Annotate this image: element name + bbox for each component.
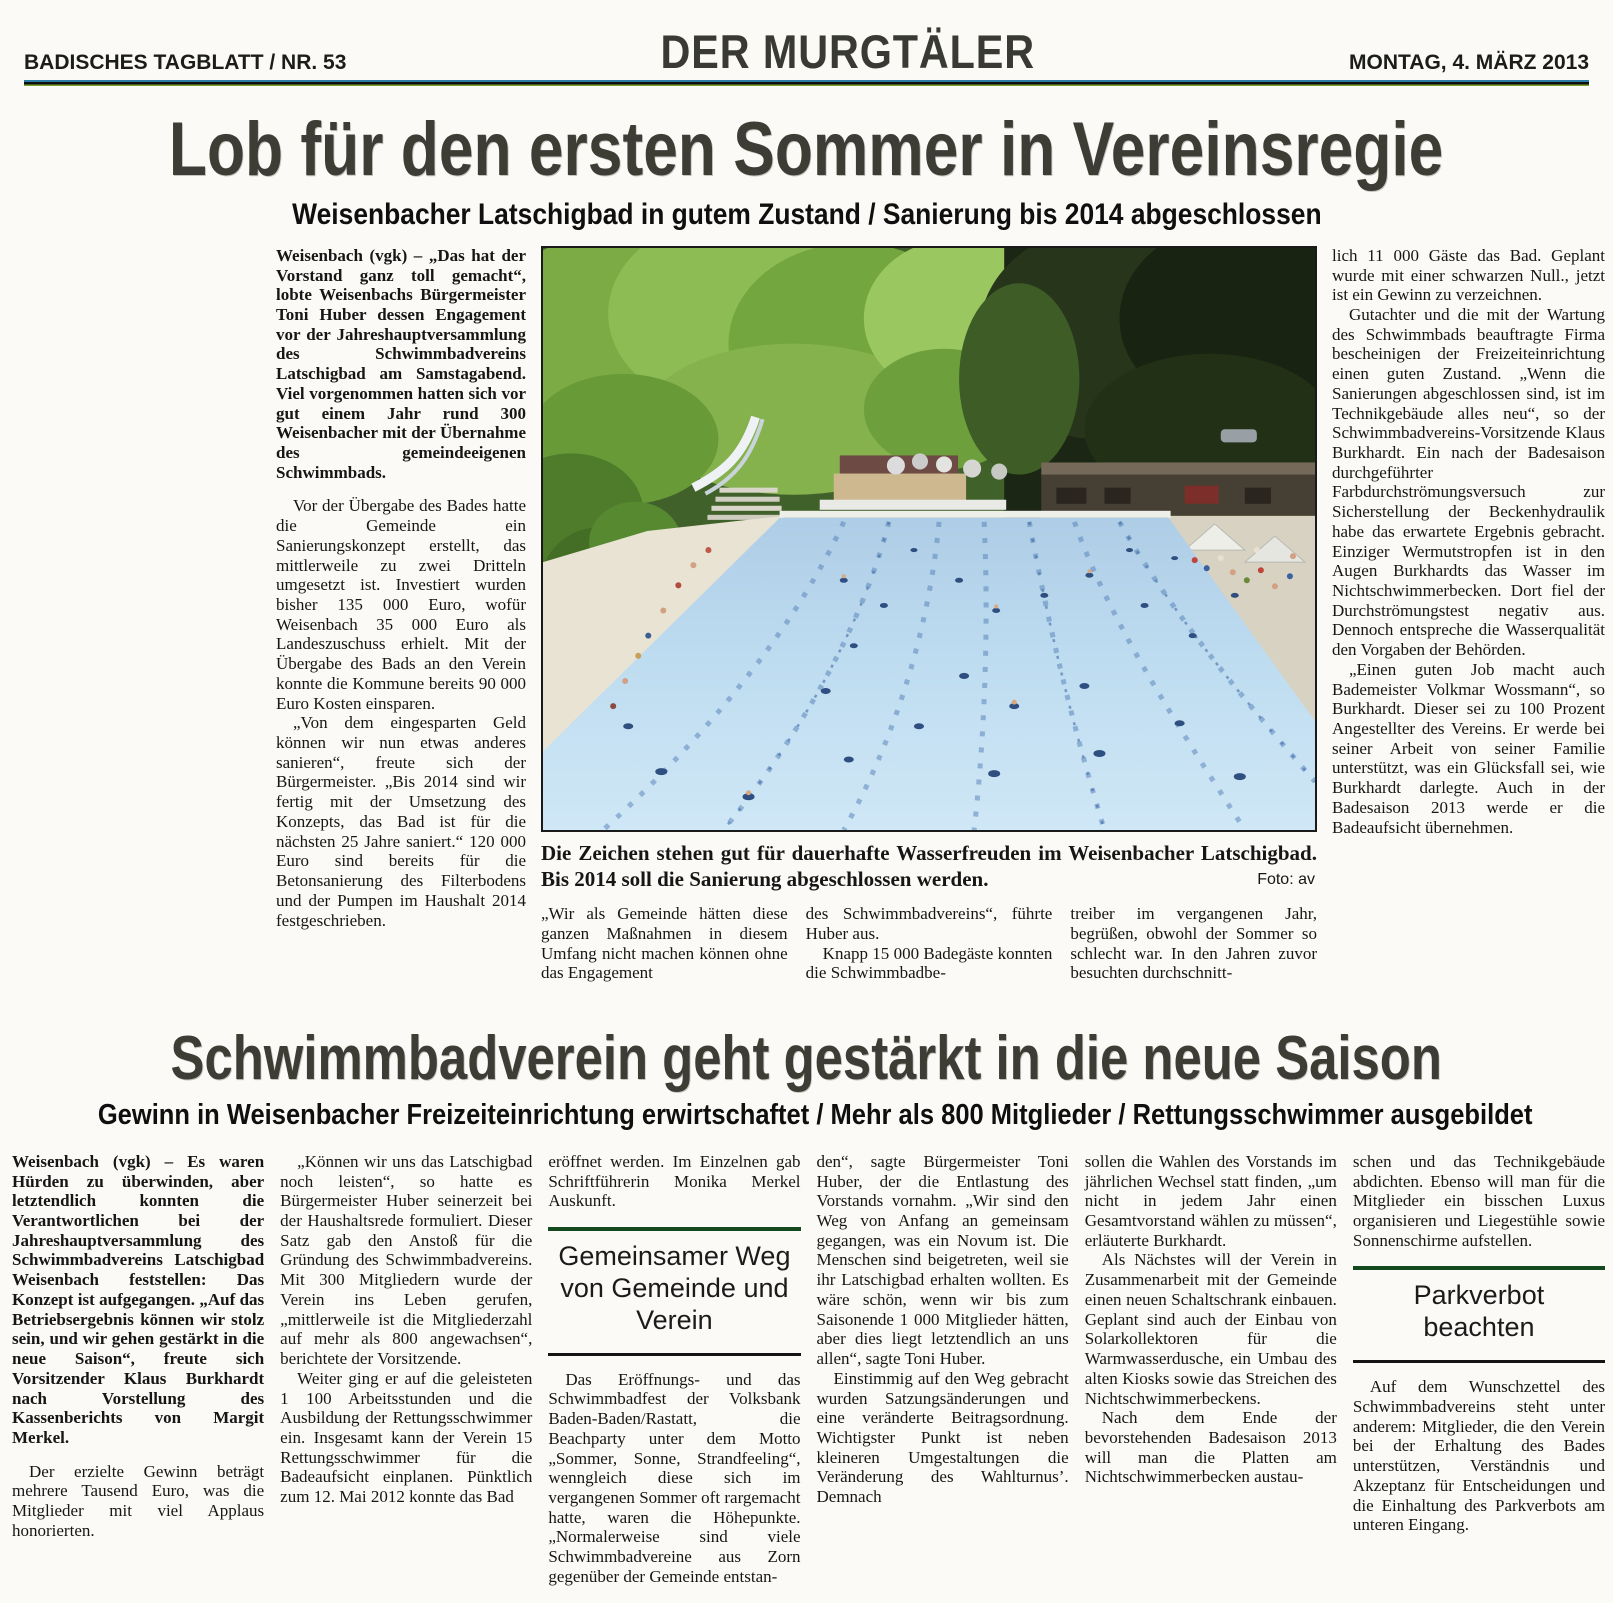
paragraph: Weisenbach (vgk) – „Das hat der Vorstand ganz toll gemacht“, lobte Weisenbachs Bürgermeister Toni Huber dessen Engagement vor der Jahreshauptversammlung des Schwimmbadvereins Latschigbad am Samstagabend. Viel vorgenommen hatten sich vor gut einem Jahr rund 300 Weisenbacher mit der Übernahme des gemeindeeigenen Schwimmbads. <box>276 245 526 482</box>
article-second-subheadline <box>0 1099 1613 1132</box>
paragraph: Weiter ging er auf die geleisteten 1 100 Arbeitsstunden und die Ausbildung der Rettungsschwimmer ein. Insgesamt kann der Verein 15 Rettungsschwimmer für die Badeaufsicht einplanen. Pünktlich zum 12. Mai 2012 konnte das Bad <box>280 1368 533 1507</box>
paragraph: des Schwimmbadvereins“, führte Huber aus. <box>805 904 1053 944</box>
paragraph: „Von dem eingesparten Geld können wir nun etwas anderes sanieren“, freute sich der Bürgermeister. „Bis 2014 sind wir fertig mit der Umsetzung des Konzepts, das Bad ist für die nächsten 25 Jahre saniert.“ 120 000 Euro sind bereits für die Betonsanierung des Filterbodens und der Pumpen im Haushalt 2014 festgeschrieben. <box>276 713 526 930</box>
article-main-subheadline <box>0 198 1613 232</box>
photo-credit: Foto: av <box>1257 871 1315 889</box>
pool-photo <box>541 246 1317 832</box>
article-main <box>0 107 1613 1004</box>
paragraph: lich 11 000 Gäste das Bad. Geplant wurde mit einer schwarzen Null., jetzt ist ein Gewinn zu verzeichnen. <box>1332 245 1605 305</box>
paragraph: Das Eröffnungs- und das Schwimmbadfest der Volksbank Baden-Baden/Rastatt, die Beachparty unter dem Motto „Sommer, Sonne, Strandfeeling“, wenngleich diese sich im vergangenen Sommer oft rargemacht hatte, waren die Höhepunkte. „Normalerweise sind viele Schwimmbadvereine aus Zorn gegenüber der Gemeinde entstan- <box>548 1369 801 1586</box>
date-info: MONTAG, 4. MÄRZ 2013 <box>1349 51 1589 74</box>
continuation-column-3 <box>1070 904 1317 983</box>
article-main-left-column <box>276 246 526 1004</box>
article-second-column-1 <box>12 1152 264 1598</box>
article-second <box>0 1023 1613 1598</box>
paragraph: „Wir als Gemeinde hätten diese ganzen Maßnahmen in diesem Umfang nicht machen können ohne das Engagement <box>541 904 788 983</box>
parked-car <box>1221 429 1257 442</box>
issue-info: BADISCHES TAGBLATT / NR. 53 <box>24 51 347 74</box>
article-second-columns <box>0 1152 1613 1598</box>
paragraph: „Können wir uns das Latschigbad noch leisten“, so hatte es Bürgermeister Huber seinerzeit bei der Haushaltsrede formuliert. Dieser Satz gab den Anstoß für die Gründung des Schwimmbadvereins. Mit 300 Mitgliedern wurde der Verein ins Leben gerufen, „mittlerweile ist die Mitgliederzahl auf mehr als 800 angewachsen“, berichtete der Vorsitzende. <box>280 1151 533 1369</box>
page-header <box>0 0 1613 80</box>
article-second-headline-text: Schwimmbadverein geht gestärkt in die neue Saison <box>170 1023 1443 1093</box>
paragraph: Weisenbach (vgk) – Es waren Hürden zu überwinden, aber letztendlich konnten die Verantwortlichen bei der Jahreshauptversammlung des Schwimmbadvereins Latschigbad Weisenbach feststellen: Das Konzept ist aufgegangen. „Auf das Betriebsergebnis können wir stolz sein, und wir gehen gestärkt in die neue Saison“, freute sich Vorsitzender Klaus Burkhardt nach Vorstellung des Kassenberichts von Margit Merkel. <box>12 1151 265 1447</box>
paragraph: Nach dem Ende der bevorstehenden Badesaison 2013 will man die Platten am Nichtschwimmerbecken austau- <box>1084 1408 1337 1487</box>
article-second-column-4 <box>817 1152 1069 1598</box>
paragraph: Vor der Übergabe des Bades hatte die Gemeinde ein Sanierungskonzept erstellt, das mittlerweile zu zwei Dritteln umgesetzt ist. Investiert wurden bisher 135 000 Euro, wofür Weisenbach 35 000 Euro als Landeszuschuss erhielt. Mit der Übergabe des Bads an den Verein konnte die Kommune bereits 90 000 Euro Kosten einsparen. <box>276 496 526 713</box>
paragraph: Der erzielte Gewinn beträgt mehrere Tausend Euro, was die Mitglieder mit viel Applaus honorierten. <box>12 1461 265 1540</box>
paragraph: Als Nächstes will der Verein in Zusammenarbeit mit der Gemeinde einen neuen Schaltschrank einbauen. Geplant sind auch der Einbau von Solarkollektoren für die Warmwasserdusche, ein Umbau des alten Kiosks sowie das Streichen des Nichtschwimmerbeckens. <box>1084 1250 1337 1408</box>
paragraph: sollen die Wahlen des Vorstands im jährlichen Wechsel statt finden, „um nicht in jedem Jahr einen Gesamtvorstand wählen zu müssen“, erläuterte Burkhardt. <box>1084 1151 1337 1250</box>
article-second-column-2 <box>280 1152 532 1598</box>
paragraph: eröffnet werden. Im Einzelnen gab Schriftführerin Monika Merkel Auskunft. <box>548 1151 801 1211</box>
paragraph: schen und das Technikgebäude abdichten. Ebenso will man für die Mitglieder ein bisschen Luxus organisieren und Liegestühle sowie Sonnenschirme aufstellen. <box>1352 1151 1606 1250</box>
photo-caption-text: Die Zeichen stehen gut für dauerhafte Wasserfreuden im Weisenbacher Latschigbad. Bis 2014 soll die Sanierung abgeschlossen werden. <box>541 840 1317 892</box>
continuation-columns <box>541 904 1317 983</box>
paragraph: den“, sagte Bürgermeister Toni Huber, der die Entlastung des Vorstands vornahm. „Wir sind den Weg von Anfang an gemeinsam gegangen, was ein Novum ist. Die Menschen sind beigetreten, weil sie ihr Latschigbad erhalten wollten. Es wäre schön, wenn wir bis zum Saisonende 1 000 Mitglieder hätten, aber dies liegt letztendlich an uns allen“, sagte Toni Huber. <box>816 1151 1069 1369</box>
paragraph: Einstimmig auf den Weg gebracht wurden Satzungsänderungen und eine veränderte Beitragsordnung. Wichtigster Punkt ist neben kleineren Umgestaltungen die Veränderung des Wahlturnus’. Demnach <box>816 1368 1069 1507</box>
article-main-headline-text: Lob für den ersten Sommer in Vereinsregie <box>169 107 1444 192</box>
newspaper-masthead <box>635 25 1061 78</box>
article-second-column-5 <box>1085 1152 1337 1598</box>
header-rule <box>24 80 1589 86</box>
article-main-headline <box>0 107 1613 192</box>
photo-block <box>541 246 1317 1004</box>
continuation-column-2 <box>806 904 1053 983</box>
continuation-column-1 <box>541 904 788 983</box>
article-second-subheadline-text: Gewinn in Weisenbacher Freizeiteinrichtung erwirtschaftet / Mehr als 800 Mitglieder / Rettungsschwimmer ausgebildet <box>97 1098 1533 1131</box>
article-main-right-column <box>1332 246 1605 1004</box>
column-subheading-parkverbot <box>1353 1266 1605 1363</box>
paragraph: Auf dem Wunschzettel des Schwimmbadvereins steht unter anderem: Mitglieder, die den Verein bei der Erhaltung des Bades unterstützen, Verständnis und Akzeptanz für Entscheidungen und die Einhaltung des Parkverbots am unteren Eingang. <box>1352 1377 1606 1535</box>
article-second-headline <box>0 1023 1613 1093</box>
masthead-text: DER MURGTÄLER <box>660 25 1035 78</box>
article-second-column-3 <box>548 1152 800 1598</box>
article-second-column-6 <box>1353 1152 1605 1598</box>
pool-photo-illustration <box>543 248 1315 830</box>
paragraph: treiber im vergangenen Jahr, begrüßen, obwohl der Sommer so schlecht war. In den Jahren zuvor besuchten durchschnitt- <box>1070 904 1318 983</box>
paragraph: „Einen guten Job macht auch Bademeister Volkmar Wossmann“, so Burkhardt. Dieser sei zu 100 Prozent Angestellter des Vereins. Er werde bei seiner Arbeit von seiner Familie unterstützt, was ein Glücksfall sei, wie Burkhardt darlegte. Auch in der Badesaison 2013 werde er die Badeaufsicht übernehmen. <box>1332 659 1605 837</box>
column-subheading-gemeinsamer-weg: Gemeinsamer Weg von Gemeinde und Verein <box>548 1227 800 1356</box>
article-main-subheadline-text: Weisenbacher Latschigbad in gutem Zustand / Sanierung bis 2014 abgeschlossen <box>291 197 1322 231</box>
column-subheading-parkverbot-text: Parkverbot beachten <box>1413 1280 1545 1343</box>
photo-caption <box>541 840 1317 893</box>
paragraph: Knapp 15 000 Badegäste konnten die Schwimmbadbe- <box>805 943 1053 983</box>
paragraph: Gutachter und die mit der Wartung des Schwimmbads beauftragte Firma bescheinigen der Freizeiteinrichtung einen guten Zustand. „Wenn die Sanierungen abgeschlossen sind, ist im Technikgebäude alles neu“, so der Schwimmbadvereins-Vorsitzende Klaus Burkhardt. Ein nach der Badesaison durchgeführter Farbdurchströmungsversuch zur Sicherstellung der Beckenhydraulik habe das erwartete Ergebnis gebracht. Einziger Wermutstropfen ist in den Augen Burkhardts das Wasser im Nichtschwimmerbecken. Dort fiel der Durchströmungstest negativ aus. Dennoch entspreche die Wasserqualität den Vorgaben der Behörden. <box>1332 304 1605 660</box>
article-main-body <box>0 232 1613 1004</box>
